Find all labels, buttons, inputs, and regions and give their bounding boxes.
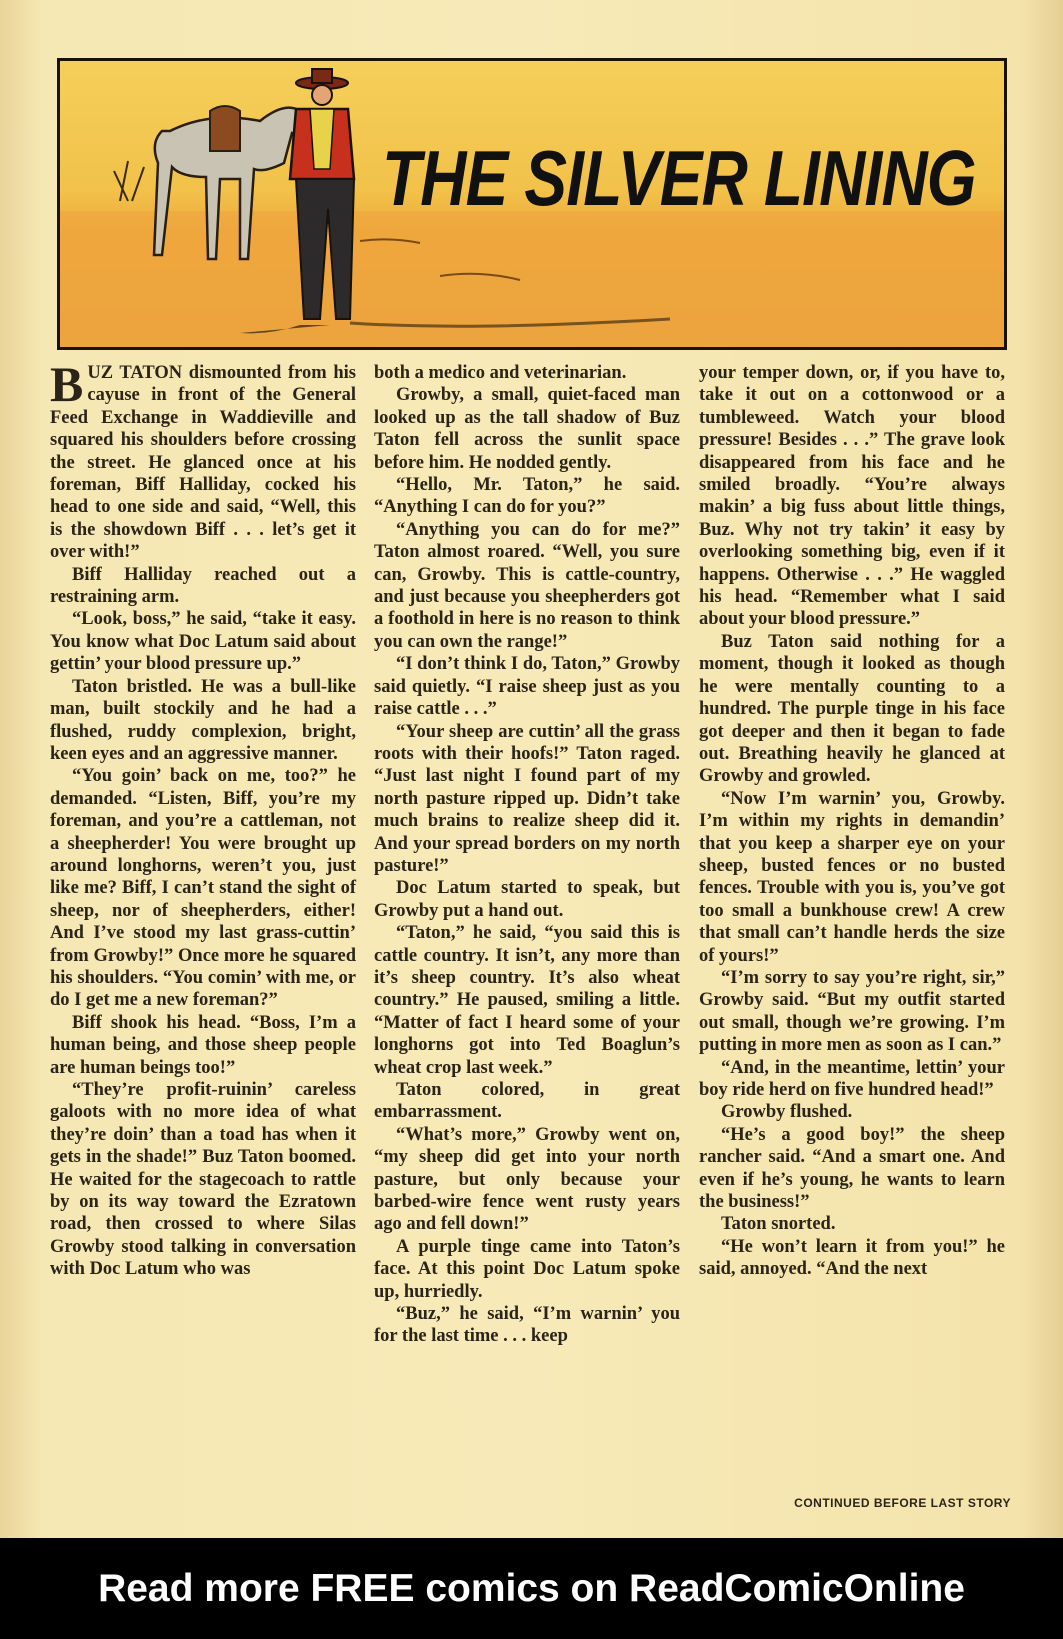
text-column-2 — [374, 362, 680, 1348]
paragraph: Biff Halliday reached out a restraining arm. — [50, 564, 356, 608]
paragraph: “He won’t learn it from you!” he said, annoyed. “And the next — [699, 1236, 1005, 1280]
paragraph: “I don’t think I do, Taton,” Growby said quietly. “I raise sheep just as you raise cattle . . .” — [374, 654, 680, 720]
paragraph: Doc Latum started to speak, but Growby put a hand out. — [374, 878, 680, 921]
paragraph: Taton snorted. — [721, 1214, 836, 1235]
paragraph: “Anything you can do for me?” Taton almost roared. “Well, you sure can, Growby. This is cattle-country, and just because you sheepherders got a foothold in here is no reason to think you can own the range!” — [374, 519, 680, 652]
paragraph: A purple tinge came into Taton’s face. At this point Doc Latum spoke up, hurriedly. — [374, 1236, 680, 1302]
paragraph: “What’s more,” Growby went on, “my sheep did get into your north pasture, but only because your barbed-wire fence went rusty years ago and fell down!” — [374, 1124, 680, 1235]
paragraph: Taton bristled. He was a bull-like man, built stockily and he had a flushed, ruddy complexion, bright, keen eyes and an aggressive manner. — [50, 676, 356, 764]
title-panel — [57, 58, 1007, 350]
paragraph: “You goin’ back on me, too?” he demanded. “Listen, Biff, you’re my foreman, and you’re a cattleman, not a sheepherder! You were brought up around longhorns, weren’t you, just like me? Biff, I can’t stand the sight of sheep, nor of sheepherders, either! And I’ve stood my last grass-cuttin’ from Growby!” Once more he squared his shoulders. “You comin’ with me, or do I get me a new foreman?” — [50, 766, 356, 1011]
paragraph: Buz Taton said nothing for a moment, though it looked as though he were mentally counting to a hundred. The purple tinge in his face got deeper and then it began to fade out. Breathing heavily he glanced at Growby and growled. — [699, 631, 1005, 787]
paragraph: Biff shook his head. “Boss, I’m a human being, and those sheep people are human beings too!” — [50, 1012, 356, 1078]
promo-banner[interactable]: Read more FREE comics on ReadComicOnline — [0, 1538, 1063, 1639]
paragraph: Taton colored, in great embarrassment. — [374, 1080, 680, 1123]
paragraph: your temper down, or, if you have to, take it out on a cottonwood or a tumbleweed. Watch your blood pressure! Besides . . .” The grave look disappeared from his face and he smiled broadly. “You’re always makin’ a big fuss about little things, Buz. Why not try takin’ it easy by overlooking something big, even if it happens. Otherwise . . .” He waggled his head. “Remember what I said about your blood pressure.” — [699, 363, 1005, 630]
continued-note: CONTINUED BEFORE LAST STORY — [794, 1496, 1011, 1510]
paragraph: “I’m sorry to say you’re right, sir,” Growby said. “But my outfit started out small, though we’re growing. I’m putting in more men as soon as I can.” — [699, 967, 1005, 1056]
paragraph: Growby flushed. — [721, 1102, 853, 1123]
paragraph: “Buz,” he said, “I’m warnin’ you for the last time . . . keep — [374, 1304, 680, 1347]
paragraph-text: UZ TATON dismounted from his cayuse in front of the General Feed Exchange in Waddieville and squared his shoulders before crossing the street. He glanced once at his foreman, Biff Halliday, cocked his head to one side and said, “Well, this is the showdown Biff . . . let’s get it over with!” — [50, 363, 356, 563]
paragraph: “Look, boss,” he said, “take it easy. You know what Doc Latum said about gettin’ your blood pressure up.” — [50, 609, 356, 675]
text-column-1 — [50, 356, 356, 1281]
paragraph: “He’s a good boy!” the sheep rancher said. “And a smart one. And even if he’s young, he wants to learn the business!” — [699, 1124, 1005, 1213]
story-title: THE SILVER LINING — [382, 134, 976, 222]
paragraph: “Hello, Mr. Taton,” he said. “Anything I can do for you?” — [374, 475, 680, 518]
paragraph: Growby, a small, quiet-faced man looked up as the tall shadow of Buz Taton fell across the sunlit space before him. He nodded gently. — [374, 385, 680, 473]
paragraph: “They’re profit-ruinin’ careless galoots with no more idea of what they’re doin’ than a toad has when it gets in the shade!” Buz Taton boomed. He waited for the stagecoach to rattle by on its way toward the Ezratown road, then crossed to where Silas Growby stood talking in conversation with Doc Latum who was — [50, 1080, 356, 1280]
paragraph: both a medico and veterinarian. — [374, 363, 627, 383]
drop-cap: B — [50, 356, 84, 412]
text-column-3 — [699, 362, 1005, 1281]
paragraph: “And, in the meantime, lettin’ your boy ride herd on five hundred head!” — [699, 1057, 1005, 1100]
paragraph — [50, 356, 356, 564]
paragraph: “Taton,” he said, “you said this is cattle country. It isn’t, any more than it’s sheep country. It’s also wheat country.” He paused, smiling a little. “Matter of fact I heard some of your longhorns got into Ted Boaglun’s wheat crop last week.” — [374, 923, 680, 1078]
paragraph: “Your sheep are cuttin’ all the grass roots with their hoofs!” Taton raged. “Just last night I found part of my north pasture ripped up. Didn’t take much brains to realize sheep did it. And your spread borders on my north pasture!” — [374, 721, 680, 876]
paragraph: “Now I’m warnin’ you, Growby. I’m within my rights in demandin’ that you keep a sharper eye on your sheep, busted fences or no busted fences. Trouble with you is, you’ve got too small a bunkhouse crew! A crew that small can’t handle herds the size of yours!” — [699, 788, 1005, 966]
